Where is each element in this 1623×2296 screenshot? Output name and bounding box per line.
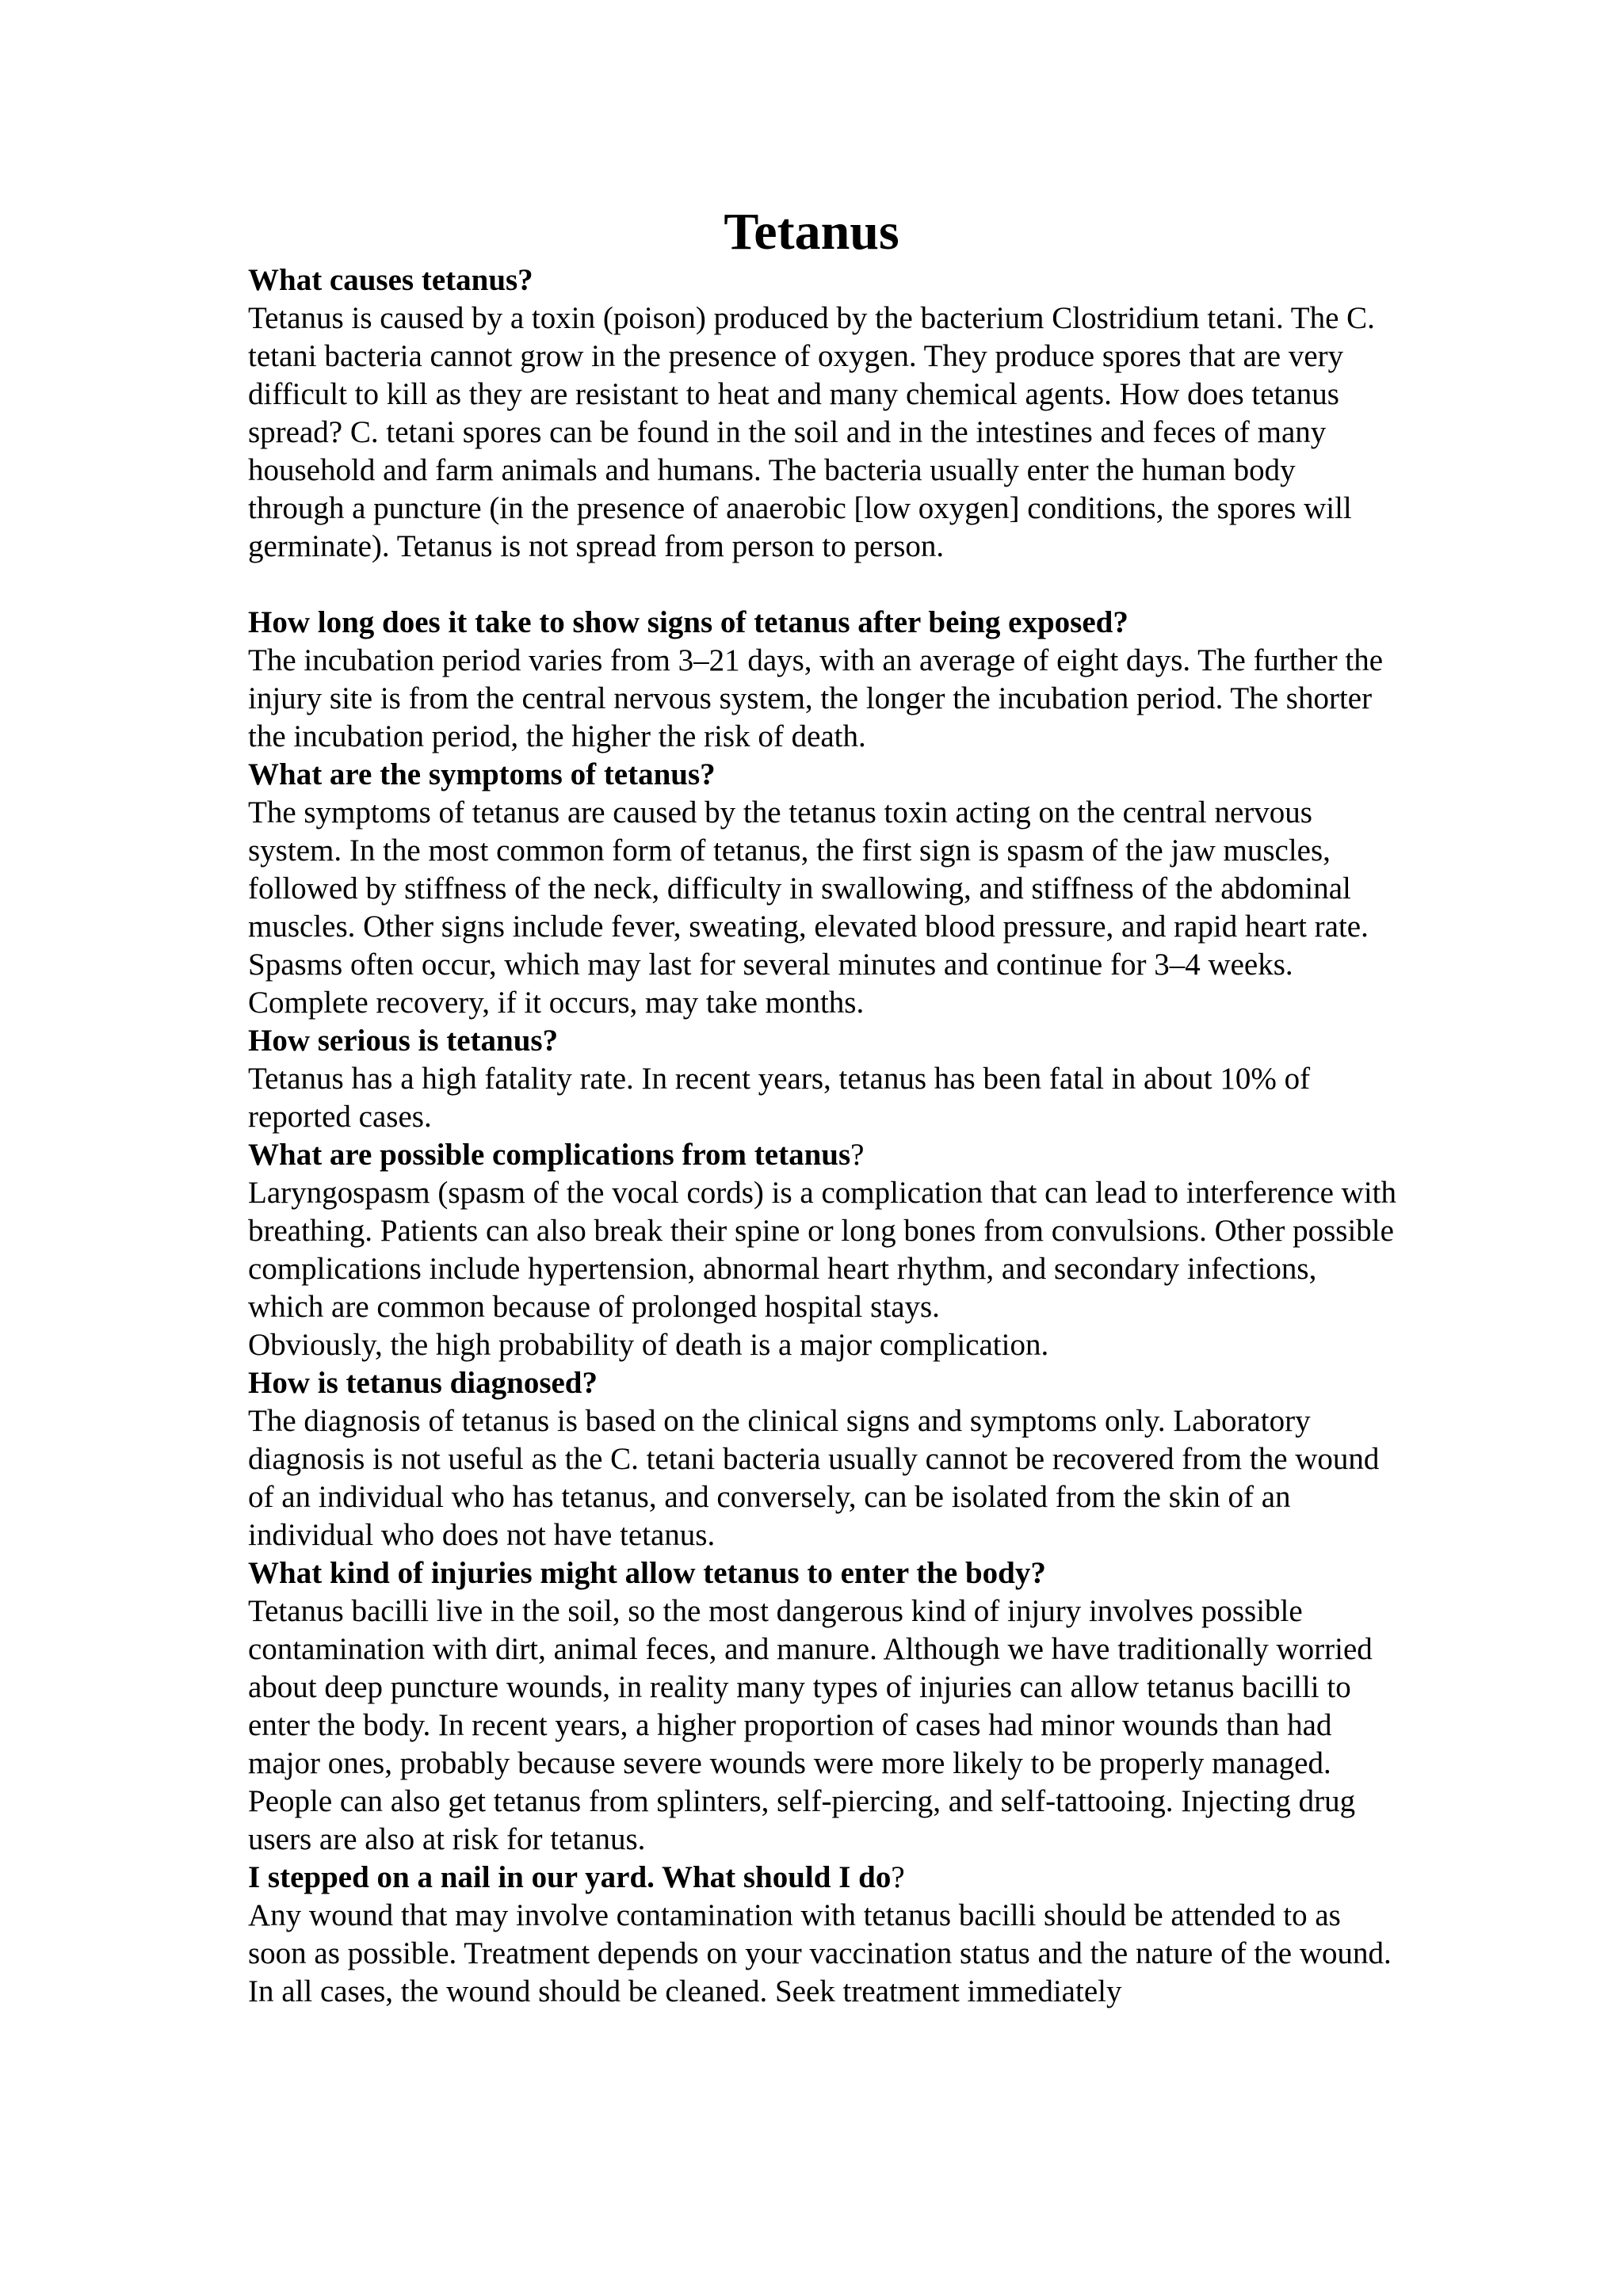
- section-heading-complications-qmark: ?: [850, 1138, 865, 1172]
- section-text-symptoms: The symptoms of tetanus are caused by the tetanus toxin acting on the central nervous system. In the most common form of tetanus, the first sign is spasm of the jaw muscles, followed by stiffness of the neck, difficulty in swallowing, and stiffness of the abdominal muscles. Other signs include fever, sweating, elevated blood pressure, and rapid heart rate. Spasms often occur, which may last for several minutes and continue for 3–4 weeks. Complete recovery, if it occurs, may take months.: [248, 795, 1369, 1020]
- section-text-diagnosis: The diagnosis of tetanus is based on the clinical signs and symptoms only. Laboratory diagnosis is not useful as the C. tetani bacteria usually cannot be recovered from the wound of an individual who has tetanus, and conversely, can be isolated from the skin of an individual who does not have tetanus.: [248, 1404, 1380, 1552]
- section-text-causes: Tetanus is caused by a toxin (poison) produced by the bacterium Clostridium tetani. The C. tetani bacteria cannot grow in the presence of oxygen. They produce spores that are very difficult to kill as they are resistant to heat and many chemical agents. How does tetanus spread? C. tetani spores can be found in the soil and in the intestines and feces of many household and farm animals and humans. The bacteria usually enter the human body through a puncture (in the presence of anaerobic [low oxygen] conditions, the spores will germinate). Tetanus is not spread from person to person.: [248, 301, 1375, 563]
- section-heading-complications: [248, 1136, 1397, 1174]
- section-heading-nail: [248, 1859, 1397, 1897]
- section-heading-seriousness: How serious is tetanus?: [248, 1024, 559, 1058]
- section-heading-causes: What causes tetanus?: [248, 263, 533, 297]
- section-heading-diagnosis: How is tetanus diagnosed?: [248, 1366, 598, 1400]
- section-heading-nail-text: I stepped on a nail in our yard. What should I do: [248, 1860, 892, 1894]
- section-heading-nail-qmark: ?: [891, 1860, 905, 1894]
- section-text-injuries: Tetanus bacilli live in the soil, so the most dangerous kind of injury involves possible contamination with dirt, animal feces, and manure. Although we have traditionally worried about deep puncture wounds, in reality many types of injuries can allow tetanus bacilli to enter the body. In recent years, a higher proportion of cases had minor wounds than had major ones, probably because severe wounds were more likely to be properly managed. People can also get tetanus from splinters, self-piercing, and self-tattooing. Injecting drug users are also at risk for tetanus.: [248, 1594, 1373, 1856]
- section-heading-injuries: What kind of injuries might allow tetanus to enter the body?: [248, 1556, 1046, 1590]
- section-text-nail: Any wound that may involve contamination with tetanus bacilli should be attended to as soon as possible. Treatment depends on your vaccination status and the nature of the wound. In all cases, the wound should be cleaned. Seek treatment immediately: [248, 1898, 1392, 2008]
- section-heading-symptoms: What are the symptoms of tetanus?: [248, 757, 716, 791]
- section-text-seriousness: Tetanus has a high fatality rate. In recent years, tetanus has been fatal in about 10% of reported cases.: [248, 1062, 1311, 1134]
- document-title: Tetanus: [724, 203, 899, 261]
- document-body: [248, 261, 1397, 2011]
- section-text-complications-2: Obviously, the high probability of death is a major complication.: [248, 1328, 1049, 1362]
- paragraph-spacer: [248, 566, 1397, 604]
- section-text-complications: Laryngospasm (spasm of the vocal cords) is a complication that can lead to interference with breathing. Patients can also break their spine or long bones from convulsions. Other possible complications include hypertension, abnormal heart rhythm, and secondary infections, which are common because of prolonged hospital stays.: [248, 1176, 1396, 1324]
- section-heading-complications-text: What are possible complications from tetanus: [248, 1138, 851, 1172]
- section-heading-incubation: How long does it take to show signs of tetanus after being exposed?: [248, 605, 1128, 639]
- section-text-incubation: The incubation period varies from 3–21 days, with an average of eight days. The further the injury site is from the central nervous system, the longer the incubation period. The shorter the incubation period, the higher the risk of death.: [248, 643, 1384, 753]
